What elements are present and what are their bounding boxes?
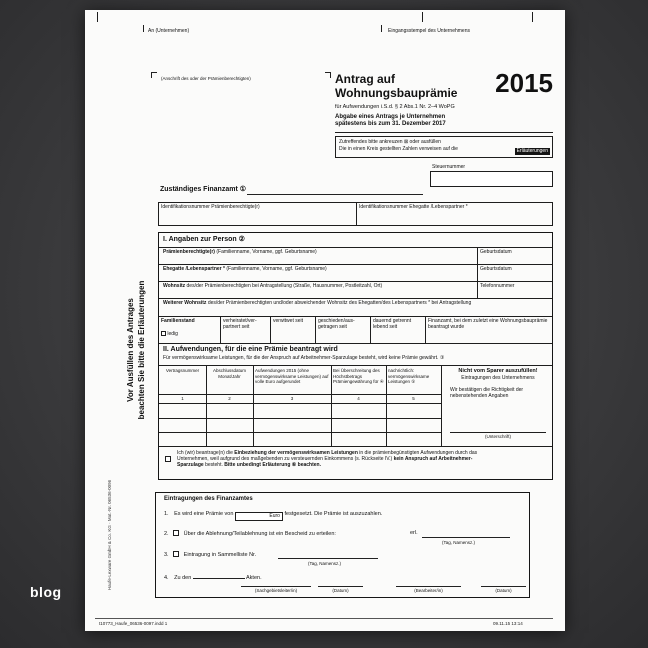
finanzamt-entries-box: [155, 492, 530, 598]
col-header-limit: Bei Überschreitung des Höchstbetrags Prämiengewährung für ④: [333, 368, 384, 385]
fa-item3: [164, 551, 256, 559]
form-title-line2: Wohnungsbauprämie: [335, 85, 458, 100]
fa-item3-hint: (Tag, Namensz.): [308, 561, 342, 566]
fa-sig-sachgebietsleiter: (Sachgebietsleiter/in): [241, 586, 311, 594]
form-subtitle: für Aufwendungen i.S.d. § 2 Abs.1 Nr. 2–4 WoPG: [335, 104, 455, 110]
vl-text-pre: Ich (wir) beantrage(n) die: [177, 450, 233, 456]
print-rule: [95, 618, 553, 619]
fa-item2-hint: (Tag, Namensz.): [442, 540, 476, 545]
col-number-5: 5: [412, 396, 415, 401]
erlaeuterungen-badge: Erläuterungen: [516, 147, 548, 154]
marital-divorced-cell[interactable]: geschieden/ausgetragen seit: [316, 317, 371, 343]
company-panel-confirm: Wir bestätigen die Richtigkeit der nebenstehenden Angaben: [450, 387, 524, 400]
applicant-birthdate-cell[interactable]: Geburtsdatum: [477, 248, 552, 264]
col-number-4: 4: [357, 396, 360, 401]
entry-stamp-label: Eingangsstempel des Unternehmens: [388, 28, 470, 34]
id-number-premium-box[interactable]: Identifikationsnummer Prämienberechtigte(r): [158, 202, 356, 226]
checked-box-glyph: ⊠: [403, 139, 409, 145]
crop-mark-top-right: [532, 12, 533, 22]
vl-request-text: [177, 450, 497, 469]
row-residence[interactable]: [159, 281, 552, 298]
spouse-label-rest: (Familienname, Vorname, ggf. Geburtsname): [226, 266, 327, 272]
spouse-label-bold: Ehegatte /Lebenspartner *: [163, 266, 225, 272]
company-panel-title: Nicht vom Sparer auszufüllen!: [458, 368, 538, 374]
finanzamt-label: [160, 186, 246, 195]
fa-item2-checkbox[interactable]: [173, 530, 179, 536]
fa-sig-datum1: (Datum): [318, 586, 363, 594]
fa-item1-number: 1.: [164, 511, 169, 517]
marital-single-cell: [159, 317, 221, 343]
title-divider: [335, 132, 553, 133]
table-entry-area[interactable]: [159, 403, 441, 447]
id-number-spouse-box[interactable]: Identifikationsnummer Ehegatte /Lebenspartner *: [356, 202, 553, 226]
fa-item4-entry-line[interactable]: [193, 572, 245, 579]
tick-mark-stamp-field: [381, 25, 382, 32]
section1-heading-text: I. Angaben zur Person: [163, 236, 237, 243]
row-applicant[interactable]: [159, 247, 552, 264]
spouse-birthdate-cell[interactable]: Geburtsdatum: [477, 265, 552, 281]
col-header-expenses: Aufwendungen 2015 (ohne vermögenswirksame Leistungen) auf volle Euro aufgerundet: [255, 368, 329, 385]
signature-line[interactable]: [450, 432, 546, 433]
steuernummer-box[interactable]: [430, 171, 553, 187]
further-residence-label-rest: des/der Prämienberechtigten und/oder abweichender Wohnsitz des Ehegatten/des Lebenspartners * bei Antragstellung: [207, 300, 472, 306]
form-year: 2015: [495, 68, 553, 98]
instructions-line1-text2: oder ausfüllen: [409, 139, 441, 145]
fa-item1-post: festgesetzt. Die Prämie ist auszuzahlen.: [284, 511, 383, 517]
form-title-line1: Antrag auf: [335, 72, 395, 86]
finanzamt-ref-circle: ①: [239, 186, 247, 193]
fa-item2-number: 2.: [164, 531, 169, 537]
single-checkbox[interactable]: [161, 331, 166, 336]
fill-in-notice-vertical: [125, 250, 149, 450]
fa-item2-erl: erl.: [410, 530, 418, 536]
vl-text-mid1: in die prämienbegünstigten Aufwendungen durch das Unternehmen, weil aufgrund des maßgebenden zu versteuernden Einkommens (s. Rückseite IV.): [177, 450, 478, 463]
marital-single-option: [161, 331, 218, 337]
company-panel: [442, 366, 554, 447]
fa-item3-checkbox[interactable]: [173, 551, 179, 557]
signature-label: (Unterschrift): [484, 434, 511, 439]
applicant-label-rest: (Familienname, Vorname, ggf. Geburtsname): [216, 249, 317, 255]
form-title: [335, 73, 457, 100]
deadline-line1: Abgabe eines Antrags je Unternehmen: [335, 114, 446, 120]
fill-in-notice-line2: beachten Sie bitte die Erläuterungen: [137, 280, 146, 420]
fa-item2: [164, 530, 336, 538]
col-number-3: 3: [290, 396, 294, 401]
section2-note-text: Für vermögenswirksame Leistungen, für die der Anspruch auf Arbeitnehmer-Sparzulage besteht, wird keine Prämie gewährt.: [163, 355, 439, 361]
tick-mark-to-field: [143, 25, 144, 32]
publisher-vertical: Haufe-Lexware GmbH & Co. KG · Mat.-Nr. 06536-0096: [107, 479, 112, 591]
address-label: (Anschrift des oder der Prämienberechtigten): [161, 76, 251, 81]
fa-item1-pre: Es wird eine Prämie von: [174, 511, 234, 517]
row-further-residence[interactable]: [159, 298, 552, 316]
further-residence-label: [159, 299, 552, 306]
fa-item1: [164, 511, 382, 521]
marital-married-cell[interactable]: verheiratet/verpartnert seit: [221, 317, 271, 343]
col-header-vl: nachrichtlich: vermögenswirksame Leistungen ⑤: [388, 368, 430, 385]
table-line: [159, 394, 441, 395]
fa-item4-pre: Zu den: [174, 575, 192, 581]
finanzamt-label-text: Zuständiges Finanzamt: [160, 186, 238, 193]
print-timestamp: 09.11.15 13:14: [493, 621, 523, 626]
finanzamt-entry-line[interactable]: [247, 186, 423, 195]
form-page: [85, 10, 565, 631]
fa-item3-number: 3.: [164, 552, 169, 558]
finanzamt-entries-title: Eintragungen des Finanzamtes: [164, 496, 253, 502]
applicant-label-bold: Prämienberechtigte(r): [163, 249, 215, 255]
marital-label: Familienstand: [161, 318, 195, 324]
fa-sig-bearbeiter: (Bearbeiter/in): [396, 586, 461, 594]
col-header-date: Abschlussdatum Monat/Jahr: [212, 368, 247, 379]
deadline-line2: spätestens bis zum 31. Dezember 2017: [335, 121, 446, 128]
section2-note-ref-circle: ③: [439, 355, 445, 361]
vl-request-checkbox[interactable]: [165, 456, 171, 462]
print-file-name: t10773_Haufe_06536-0097.indd 1: [99, 621, 168, 626]
last-finanzamt-cell[interactable]: Finanzamt, bei dem zuletzt eine Wohnungsbauprämie beantragt wurde: [428, 318, 548, 331]
instructions-line1: [336, 137, 552, 145]
fa-item3-entry-line[interactable]: [278, 551, 378, 559]
row-spouse[interactable]: [159, 264, 552, 281]
row-marital-status: [159, 316, 552, 343]
section2-note: [163, 355, 444, 361]
main-form-box: [158, 232, 553, 480]
vl-text-bold3: Bitte unbedingt Erläuterung ⑥ beachten.: [224, 462, 321, 469]
fa-premium-amount-box[interactable]: Euro: [235, 512, 283, 521]
to-company-label: An (Unternehmen): [148, 28, 190, 34]
fa-item4-post: Akten.: [246, 575, 262, 581]
crop-mark-top-left: [97, 12, 98, 22]
col-header-contract: Vertragsnummer: [165, 368, 200, 373]
fa-item2-entry-line[interactable]: [422, 530, 510, 538]
id-number-row: [158, 202, 553, 226]
address-corner-left: [151, 72, 157, 78]
address-corner-right: [325, 72, 331, 78]
residence-label-rest: des/der Prämienberechtigten bei Antragstellung (Straße, Hausnummer, Postleitzahl, Ort): [186, 283, 383, 289]
vl-request-row: [159, 446, 552, 479]
col-number-1: 1: [181, 396, 184, 401]
section1-heading: [163, 236, 245, 245]
fa-item4-number: 4.: [164, 575, 169, 581]
crop-mark-top-middle: [422, 12, 423, 22]
phone-cell[interactable]: Telefonnummer: [477, 282, 552, 298]
fa-item3-text: Eintragung in Sammelliste Nr.: [183, 552, 257, 558]
vl-text-mid2: besteht.: [205, 462, 223, 469]
watermark-text: blog: [30, 584, 62, 600]
instructions-box: [335, 136, 553, 158]
deadline-note: [335, 114, 446, 128]
marital-separated-cell[interactable]: dauernd getrennt lebend seit: [371, 317, 426, 343]
vl-text-bold2: kein Anspruch auf Arbeitnehmer-Sparzulage: [177, 456, 473, 469]
company-panel-subtitle: Eintragungen des Unternehmens: [461, 374, 535, 381]
marital-widowed-cell[interactable]: verwitwet seit: [271, 317, 316, 343]
instructions-line2: Die in einen Kreis gestellten Zahlen verweisen auf die: [339, 146, 458, 153]
section2-heading: II. Aufwendungen, für die eine Prämie beantragt wird: [159, 343, 552, 354]
vl-text-bold1: Einbeziehung der vermögenswirksamen Leistungen: [234, 450, 358, 456]
col-number-2: 2: [228, 396, 231, 401]
instructions-line1-text: Zutreffendes bitte ankreuzen: [339, 139, 403, 145]
single-label: ledig: [167, 331, 178, 338]
residence-label-bold: Wohnsitz: [163, 283, 186, 289]
further-residence-label-bold: Weiterer Wohnsitz: [163, 300, 207, 306]
fill-in-notice-line1: Vor Ausfüllen des Antrages: [126, 298, 135, 402]
fa-item4: [164, 572, 262, 582]
expenses-table: [159, 365, 552, 446]
steuernummer-label: Steuernummer: [432, 164, 466, 170]
fa-sig-datum2: (Datum): [481, 586, 526, 594]
fa-item2-text: Über die Ablehnung/Teilablehnung ist ein Bescheid zu erteilen:: [183, 531, 336, 537]
section1-ref-circle: ②: [238, 236, 245, 243]
